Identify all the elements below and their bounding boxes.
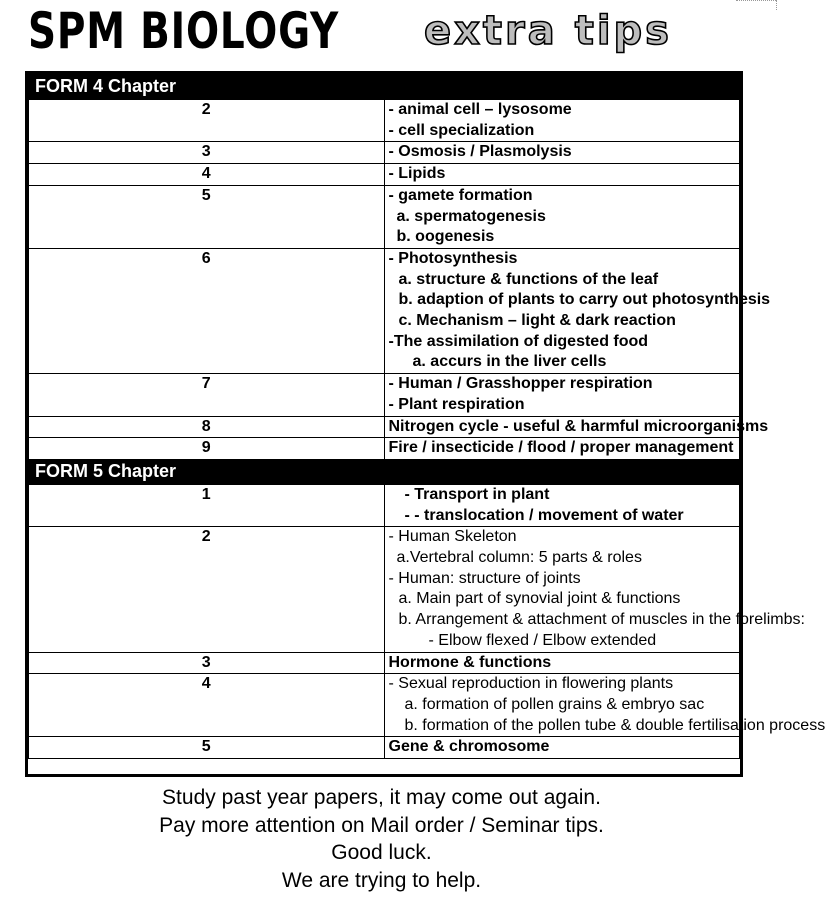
chapter-row	[29, 674, 740, 737]
document-subtitle: extra tips	[424, 8, 672, 54]
topic-line: b. adaption of plants to carry out photosynthesis	[398, 291, 771, 309]
topic-line: - Human: structure of joints	[388, 569, 581, 587]
topic-line: a. structure & functions of the leaf	[398, 270, 659, 288]
chapter-row	[29, 737, 740, 759]
form5-section-header	[29, 459, 740, 484]
document-title: SPM BIOLOGY	[28, 2, 340, 60]
chapter-topics	[384, 185, 740, 248]
chapter-topics	[384, 484, 740, 526]
topic-line: Fire / insecticide / flood / proper management	[388, 439, 734, 457]
topic-line: Gene & chromosome	[388, 738, 550, 756]
chapter-row	[29, 100, 740, 142]
chapter-row	[29, 248, 740, 373]
topic-line: - cell specialization	[388, 121, 535, 139]
chapter-topics	[384, 737, 740, 759]
topic-line: - Photosynthesis	[388, 249, 518, 267]
page-corner-rule	[736, 0, 776, 1]
chapter-number: 1	[29, 484, 385, 526]
chapter-topics	[384, 438, 740, 460]
chapter-row	[29, 484, 740, 526]
topic-line: a. formation of pollen grains & embryo sac	[404, 695, 705, 713]
chapter-tips-table	[25, 71, 825, 777]
chapter-topics	[384, 416, 769, 438]
chapter-topics	[384, 164, 740, 186]
chapter-number: 6	[29, 248, 385, 373]
chapter-number: 5	[29, 737, 385, 759]
topic-line: - - translocation / movement of water	[404, 506, 684, 524]
chapter-row	[29, 527, 740, 652]
footer-line: Good luck.	[331, 841, 432, 864]
chapter-row	[29, 142, 740, 164]
footer-notes	[0, 784, 763, 894]
chapter-number: 4	[29, 674, 385, 737]
chapter-number: 9	[29, 438, 385, 460]
topic-line: - Lipids	[388, 165, 446, 183]
topic-line: a. accurs in the liver cells	[412, 353, 607, 371]
chapter-topics	[384, 142, 740, 164]
form4-section-header	[29, 75, 740, 100]
form5-heading: FORM 5 Chapter	[29, 459, 740, 484]
topic-line: b. formation of the pollen tube & double fertilisation process	[404, 716, 825, 734]
topic-line: - Transport in plant	[404, 485, 550, 503]
chapter-number: 8	[29, 416, 385, 438]
topic-line: Nitrogen cycle - useful & harmful microorganisms	[388, 417, 769, 435]
chapter-topics	[384, 674, 825, 737]
topic-line: - Human / Grasshopper respiration	[388, 375, 653, 393]
chapter-topics	[384, 652, 740, 674]
form4-heading: FORM 4 Chapter	[29, 75, 740, 100]
topic-line: -The assimilation of digested food	[388, 332, 649, 350]
topic-line: Hormone & functions	[388, 653, 552, 671]
topic-line: - Plant respiration	[388, 395, 525, 413]
topic-line: - gamete formation	[388, 186, 533, 204]
topic-line: - Elbow flexed / Elbow extended	[428, 631, 657, 649]
chapter-topics	[384, 527, 805, 652]
chapter-row	[29, 438, 740, 460]
chapter-number: 2	[29, 527, 385, 652]
footer-line: We are trying to help.	[281, 868, 482, 892]
chapter-number: 5	[29, 185, 385, 248]
chapter-topics	[384, 100, 740, 142]
chapter-number: 3	[29, 652, 385, 674]
chapter-row	[29, 164, 740, 186]
chapter-number: 7	[29, 374, 385, 416]
chapter-table-body	[29, 75, 825, 759]
topic-line: b. oogenesis	[396, 228, 495, 246]
page-corner-tick	[776, 0, 777, 10]
footer-line: Study past year papers, it may come out again.	[162, 786, 601, 809]
topic-line: a. spermatogenesis	[396, 207, 546, 225]
topic-line: a.Vertebral column: 5 parts & roles	[396, 549, 642, 567]
topic-line: b. Arrangement & attachment of muscles in the forelimbs:	[398, 611, 805, 629]
topic-line: - Osmosis / Plasmolysis	[388, 143, 572, 161]
topic-line: a. Main part of synovial joint & functions	[398, 590, 681, 608]
topic-line: - animal cell – lysosome	[388, 101, 572, 118]
chapter-row	[29, 374, 740, 416]
document-header	[28, 0, 748, 70]
chapter-row	[29, 652, 740, 674]
chapter-row	[29, 416, 740, 438]
chapter-row	[29, 185, 740, 248]
chapter-number: 4	[29, 164, 385, 186]
topic-line: c. Mechanism – light & dark reaction	[398, 312, 676, 330]
chapter-number: 2	[29, 100, 385, 142]
footer-line: Pay more attention on Mail order / Seminar tips.	[159, 813, 604, 837]
chapter-topics	[384, 248, 771, 373]
chapter-number: 3	[29, 142, 385, 164]
chapter-topics	[384, 374, 740, 416]
topic-line: - Human Skeleton	[388, 528, 517, 546]
chapter-table	[28, 74, 825, 759]
topic-line: - Sexual reproduction in flowering plants	[388, 675, 674, 693]
